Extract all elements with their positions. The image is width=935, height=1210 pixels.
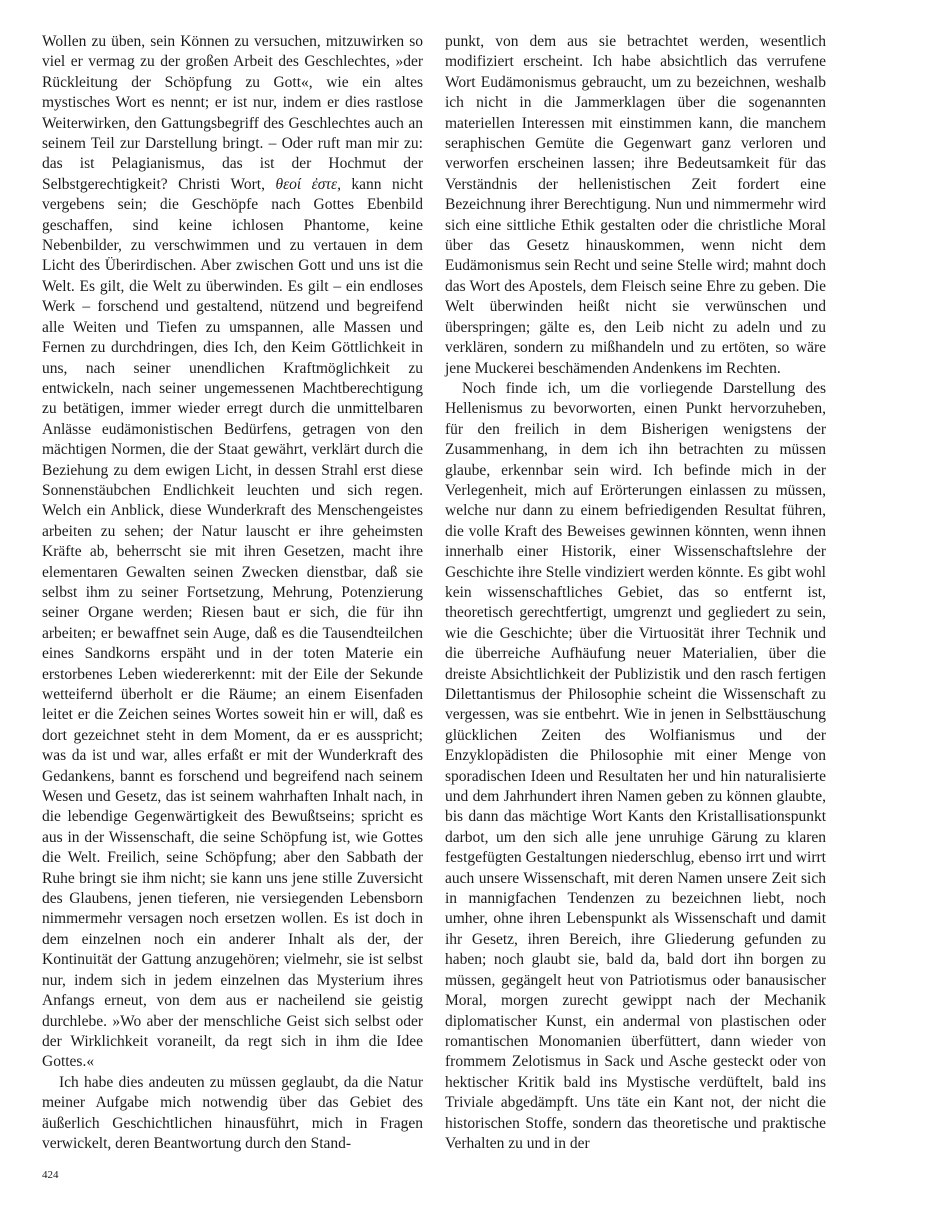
greek-quote: θεοί ἐστε, xyxy=(275,175,341,193)
page-number: 424 xyxy=(42,1169,59,1181)
paragraph: punkt, von dem aus sie betrachtet werden, wesentlich modifiziert erscheint. Ich habe absichtlich das verrufene Wort Eudämonismus gebraucht, um zu bezeichnen, weshalb ich nicht in die Jammerklagen über die sogenannten materiellen Interessen mit einstimmen kann, die manchem seraphischen Gemüte die Gegenwart ganz verloren und verworfen erscheinen lassen; ihre Bedeutsamkeit für das Verständnis der hellenistischen Zeit fordert eine Bezeichnung ihrer Berechtigung. Nun und nimmermehr wird sich eine sittliche Ethik gestalten oder die christliche Moral über das Gesetz hinauskommen, wenn nicht dem Eudämonismus sein Recht und seine Stelle wird; mahnt doch das Wort des Apostels, dem Fleisch seine Ehre zu geben. Die Welt überwinden heißt nicht sie verwünschen und überspringen; gälte es, den Leib nicht zu adeln und zu verklären, sondern zu mißhandeln und zu ertöten, so wäre jene Muckerei beschämenden Andenkens im Rechten. xyxy=(445,33,826,377)
paragraph: Noch finde ich, um die vorliegende Darstellung des Hellenismus zu bevorworten, einen Punkt hervorzuheben, für den freilich in dem Bisherigen wenigstens der Zusammenhang, in dem ich ihn betrachten zu müssen glaube, erkennbar sein wird. Ich befinde mich in der Verlegenheit, mich auf Erörterungen einlassen zu müssen, welche nur dann zu einem befriedigenden Resultat führen, die volle Kraft des Beweises gewinnen könnten, wenn ihnen innerhalb einer Historik, einer Wissenschaftslehre der Geschichte ihre Stelle vindiziert werden könnte. Es gibt wohl kein wissenschaftliches Gebiet, das so entfernt ist, theoretisch gerechtfertigt, umgrenzt und gegliedert zu sein, wie die Geschichte; über die Virtuosität ihrer Technik und die überreiche Aufhäufung neuer Materialien, über die dreiste Absichtlichkeit der Publizistik und den rasch fertigen Dilettantismus der Philosophie scheint die Wissenschaft zu vergessen, was sie entbehrt. Wie in jenen in Selbsttäuschung glücklichen Zeiten des Wolfianismus und der Enzyklopädisten die Philosophie mit einer Menge von sporadischen Ideen und Resultaten her und hin naturalisierte und dem Jahrhundert ihren Namen geben zu können glaubte, bis dann das mächtige Wort Kants den Kristallisationspunkt darbot, um den sich alle jene unruhige Gärung zu klaren festgefügten Gestaltungen niederschlug, ebenso irrt und wirrt auch unsere Wissenschaft, mit deren Namen unsere Zeit sich in mannigfachen Tendenzen zu bezeichnen liebt, noch umher, ohne ihren Lebenspunkt als Wissenschaft und damit ihr Gesetz, ihren Bereich, ihre Gliederung gefunden zu haben; noch glaubt sie, bald da, bald dort ihn borgen zu müssen, gegängelt heut von Patriotismus oder banausischer Moral, morgen zurecht gewippt nach der Mechanik diplomatischer Kunst, ein andermal von plastischen oder romantischen Monomanien überfüttert, dann wieder von frommem Zelotismus in Sack und Asche gesteckt oder von hektischer Kritik bald ins Mystische verdüftelt, bald ins Triviale abgedämpft. Uns täte ein Kant not, der nicht die historischen Stoffe, sondern das theoretische und praktische Verhalten zu und in der xyxy=(445,379,826,1152)
right-column xyxy=(445,32,826,1154)
paragraph: Ich habe dies andeuten zu müssen geglaubt, da die Natur meiner Aufgabe mich notwendig über das Gebiet des äußerlich Geschichtlichen hinausführt, mich in Fragen verwickelt, deren Beantwortung durch den Stand- xyxy=(42,1073,423,1152)
left-column xyxy=(42,32,423,1154)
paragraph-text-start: Wollen zu üben, sein Können zu versuchen, mitzuwirken so viel er vermag zu der großen Arbeit des Geschlechtes, »der Rückleitung der Schöpfung zu Gott«, wie ein altes mystisches Wort es nennt; er ist nur, indem er dies rastlose Weiterwirken, den Gattungsbegriff des Geschlechtes auch an seinem Teil zur Darstellung bringt. – Oder ruft man mir zu: das ist Pelagianismus, das ist der Hochmut der Selbstgerechtigkeit? Christi Wort, xyxy=(42,33,423,193)
paragraph-text-end: kann nicht vergebens sein; die Geschöpfe nach Gottes Ebenbild geschaffen, sind keine ichlosen Phantome, keine Nebenbilder, zu verschwimmen und zu vertauen in dem Licht des Überirdischen. Aber zwischen Gott und uns ist die Welt. Es gilt, die Welt zu überwinden. Es gilt – ein endloses Werk – forschend und gestaltend, nützend und begreifend alle Weiten und Tiefen zu umspannen, alle Massen und Fernen zu durchdringen, dies Ich, den Keim Göttlichkeit in uns, nach seiner unendlichen Kraftmöglichkeit zu entwickeln, nach seiner ungemessenen Machtberechtigung zu betätigen, immer wieder erregt durch die unmittelbaren Anlässe eudämonistischen Bedürfens, getragen von den mächtigen Normen, die der Staat gewährt, verklärt durch die Beziehung zu dem ewigen Licht, in dessen Strahl erst diese Sonnenstäubchen Endlichkeit leuchten und sich regen. Welch ein Anblick, diese Wunderkraft des Menschengeistes arbeiten zu sehen; der Natur lauscht er ihre geheimsten Kräfte ab, beherrscht sie mit ihren Gesetzen, macht ihre elementaren Gewalten seinen Zwecken dienstbar, daß sie selbst ihm zu seiner Fortsetzung, Mehrung, Potenzierung seiner Organe werden; Riesen baut er sich, die für ihn arbeiten; er bewaffnet sein Auge, daß es die Tausendteilchen eines Sandkorns erspäht und in der toten Materie ein erstorbenes Leben wiedererkennt: mit der Eile der Sekunde wetteifernd überholt er die Räume; an einem Eisenfaden leitet er die Zeichen seines Wortes soweit hin er will, daß es dort gezeichnet steht in dem Moment, da er es ausspricht; was da ist und war, alles erfaßt er mit der Wunderkraft des Gedankens, bannt es forschend und begreifend nach seinem Wesen und Gesetz, das ist seinem wahrhaften Inhalt nach, in die lebendige Gegenwärtigkeit des Bewußtseins; spricht es aus in der Wissenschaft, die seine Schöpfung ist, wie Gottes die Welt. Freilich, seine Schöpfung; aber den Sabbath der Ruhe bringt sie ihm nicht; sie kann uns jene stille Zuversicht des Glaubens, jenen tieferen, nie versiegenden Lebensborn nimmermehr versagen noch ersetzen wollen. Es ist doch in dem einzelnen noch ein anderer Inhalt als der, der Kontinuität der Gattung anzugehören; vielmehr, sie ist selbst nur, indem sich in jedem einzelnen das Mysterium ihres Anfangs erneut, von dem aus er nacheilend sie geistig durchlebe. »Wo aber der menschliche Geist sich selbst oder der Wirklichkeit voraneilt, da regt sich in ihm die Idee Gottes.« xyxy=(42,175,423,1071)
paragraph xyxy=(42,32,423,1073)
